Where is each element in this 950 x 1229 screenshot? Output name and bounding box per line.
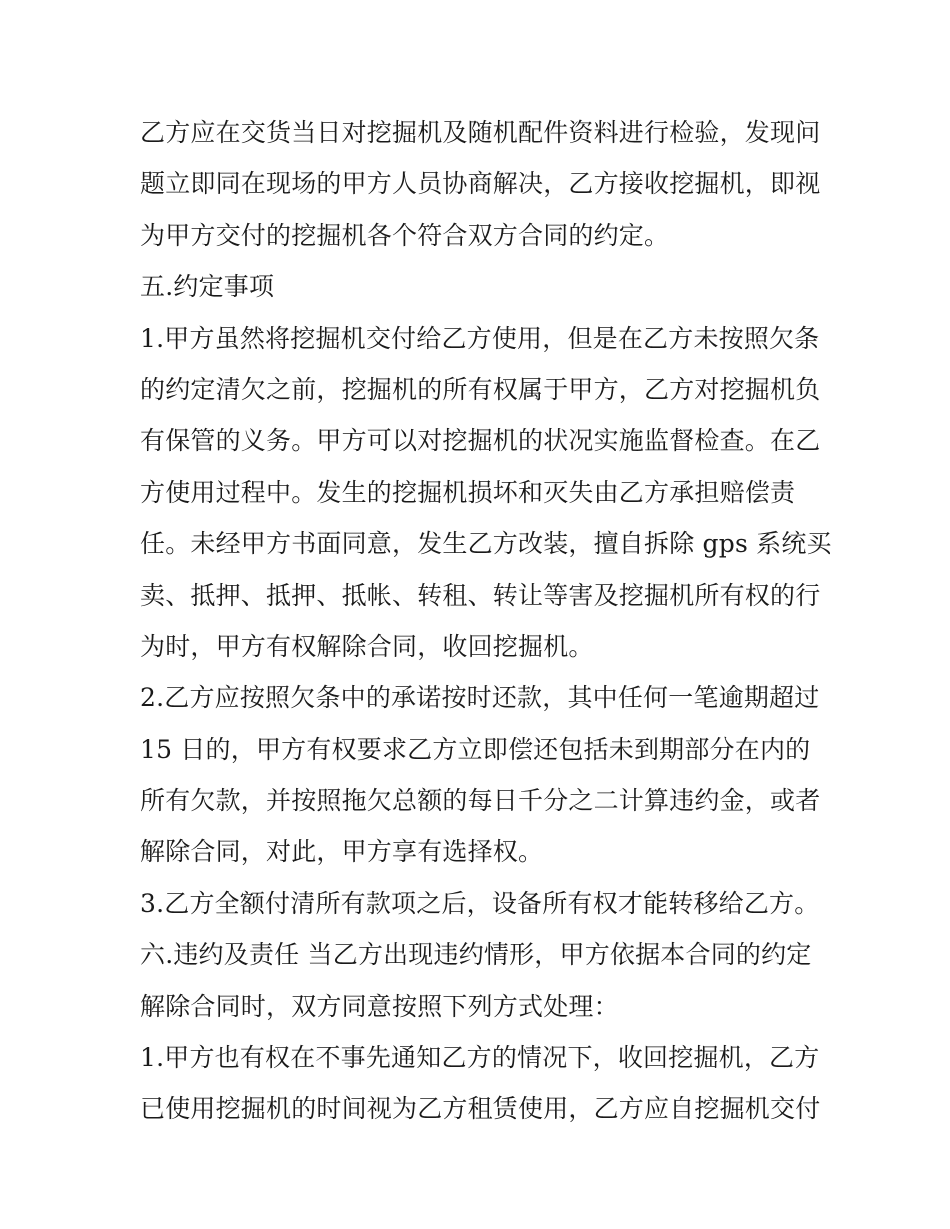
text-line: 有保管的义务。甲方可以对挖掘机的状况实施监督检查。在乙: [140, 426, 821, 456]
text-line: 方使用过程中。发生的挖掘机损坏和灭失由乙方承担赔偿责: [140, 477, 796, 507]
text-line: 1.甲方也有权在不事先通知乙方的情况下，收回挖掘机，乙方: [140, 1043, 820, 1073]
text-line: 任。未经甲方书面同意，发生乙方改装，擅自拆除 gps 系统买: [140, 529, 832, 559]
text-line: 卖、抵押、抵押、抵帐、转租、转让等害及挖掘机所有权的行: [140, 580, 821, 610]
text-line: 为甲方交付的挖掘机各个符合双方合同的约定。: [140, 220, 670, 250]
text-line: 解除合同时，双方同意按照下列方式处理：: [140, 991, 619, 1021]
text-line: 所有欠款，并按照拖欠总额的每日千分之二计算违约金，或者: [140, 786, 821, 816]
text-line: 3.乙方全额付清所有款项之后，设备所有权才能转移给乙方。: [140, 888, 820, 918]
text-line: 题立即同在现场的甲方人员协商解决，乙方接收挖掘机，即视: [140, 169, 821, 199]
text-line: 2.乙方应按照欠条中的承诺按时还款，其中任何一笔逾期超过: [140, 683, 820, 713]
text-line: 为时，甲方有权解除合同，收回挖掘机。: [140, 631, 594, 661]
section-heading: 五.约定事项: [140, 272, 275, 302]
text-line: 乙方应在交货当日对挖掘机及随机配件资料进行检验，发现问: [140, 118, 821, 147]
text-line: 1.甲方虽然将挖掘机交付给乙方使用，但是在乙方未按照欠条: [140, 323, 820, 353]
text-line: 已使用挖掘机的时间视为乙方租赁使用，乙方应自挖掘机交付: [140, 1094, 821, 1124]
text-line: 的约定清欠之前，挖掘机的所有权属于甲方，乙方对挖掘机负: [140, 374, 821, 404]
document-body: [140, 107, 832, 1135]
text-line: 解除合同，对此，甲方享有选择权。: [140, 837, 544, 867]
section-heading: 六.违约及责任 当乙方出现违约情形，甲方依据本合同的约定: [140, 940, 812, 970]
text-line: 15 日的，甲方有权要求乙方立即偿还包括未到期部分在内的: [140, 734, 811, 764]
